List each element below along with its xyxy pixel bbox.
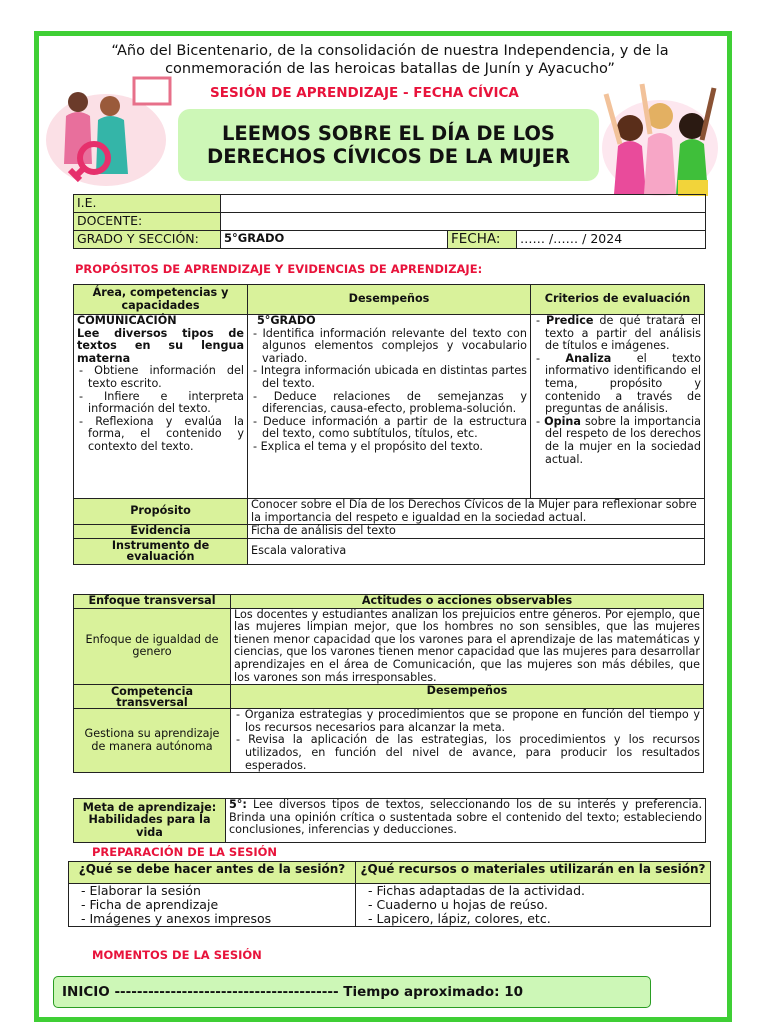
grado-label: GRADO Y SECCIÓN: (74, 231, 221, 249)
grado-value: 5°GRADO (221, 231, 448, 249)
resources-list (366, 884, 707, 926)
area-title: COMUNICACIÓN (77, 314, 177, 327)
enfoque-header: Enfoque transversal (74, 595, 231, 609)
enfoque-name: Enfoque de igualdad de genero (74, 608, 231, 685)
title-line-2: DERECHOS CÍVICOS DE LA MUJER (207, 145, 570, 168)
desempenos-trans-header: Desempeños (231, 685, 704, 709)
capacities-list (77, 365, 244, 453)
criterio-item: - Opina sobre la importancia del respeto de los derechos de la mujer en la sociedad actual. (534, 416, 701, 466)
cheering-women-illustration (598, 74, 720, 200)
competence: Lee diversos tipos de textos en su lengua materna (77, 326, 244, 365)
evidencia-value: Ficha de análisis del texto (248, 525, 705, 539)
preparacion-title: PREPARACIÓN DE LA SESIÓN (92, 845, 278, 859)
capacity-item: - Infiere e interpreta información del texto. (77, 391, 244, 416)
competencia-header: Competencia transversal (74, 685, 231, 709)
resource-item: - Fichas adaptadas de la actividad. (366, 884, 707, 898)
preparation-table (68, 861, 711, 927)
purposes-table (73, 284, 705, 565)
col-area-header: Área, competencias y capacidades (74, 285, 248, 315)
criterio-item: - Predice de qué tratará el texto a partir del análisis de títulos e imágenes. (534, 315, 701, 353)
docente-label: DOCENTE: (74, 213, 221, 231)
civic-year-quote: “Año del Bicentenario, de la consolidación de nuestra Independencia, y de la conmemoración de las heroicas batallas de Junín y Ayacucho” (111, 43, 669, 77)
session-title (178, 109, 599, 181)
desempenos-list (251, 328, 527, 454)
desempeno-item: - Explica el tema y el propósito del texto. (251, 441, 527, 454)
ie-label: I.E. (74, 195, 221, 213)
capacity-item: - Obtiene información del texto escrito. (77, 365, 244, 390)
women-illustration (44, 72, 174, 190)
teacher-info-table (73, 194, 706, 249)
title-line-1: LEEMOS SOBRE EL DÍA DE LOS (221, 122, 555, 145)
desempeno-item: - Integra información ubicada en distintas partes del texto. (251, 365, 527, 390)
criterio-item: - Analiza el texto informativo identificando el tema, propósito y contenido a través de preguntas de análisis. (534, 353, 701, 416)
col-desempenos-header: Desempeños (248, 285, 531, 315)
meta-label: Meta de aprendizaje: Habilidades para la vida (74, 799, 226, 843)
capacity-item: - Reflexiona y evalúa la forma, el contenido y contexto del texto. (77, 416, 244, 454)
fecha-label: FECHA: (448, 231, 517, 249)
evidencia-label: Evidencia (74, 525, 248, 539)
resource-item: - Cuaderno u hojas de reúso. (366, 898, 707, 912)
desempeno-item: - Identifica información relevante del texto con algunos elementos complejos y vocabulario variado. (251, 328, 527, 366)
before-item: - Elaborar la sesión (79, 884, 352, 898)
grade-label: 5°GRADO (257, 314, 316, 327)
fecha-value: …… /…… / 2024 (517, 231, 706, 249)
meta-table (73, 798, 706, 843)
desempeno-item: - Deduce relaciones de semejanzas y diferencias, causa-efecto, problema-solución. (251, 391, 527, 416)
before-item: - Ficha de aprendizaje (79, 898, 352, 912)
proposito-label: Propósito (74, 499, 248, 525)
competencia-items (234, 709, 700, 772)
transversal-table (73, 594, 704, 773)
proposito-value: Conocer sobre el Día de los Derechos Cívicos de la Mujer para reflexionar sobre la importancia del respeto e igualdad en la sociedad actual. (248, 499, 705, 525)
competencia-item: - Revisa la aplicación de las estrategias, los procedimientos y los recursos utilizados, en función del nivel de avance, para producir los resultados esperados. (234, 734, 700, 772)
enfoque-text: Los docentes y estudiantes analizan los prejuicios entre géneros. Por ejemplo, que las mujeres limpian mejor, que los hombres no son sensibles, que las mujeres tienen menor capacidad que los varones para el aprendizaje de las matemáticas y ciencias, que los varones tienen menor capacidad que las mujeres para desarrollar aprendizajes en el área de Comunicación, que las mujeres son más débiles, que los varones son más irresponsables. (231, 608, 704, 685)
competencia-name: Gestiona su aprendizaje de manera autónoma (74, 709, 231, 773)
inicio-bar: INICIO ---------------------------------------- Tiempo aproximado: 10 (53, 976, 651, 1008)
criterios-list (534, 315, 701, 466)
instrumento-value: Escala valorativa (248, 538, 705, 564)
before-list (79, 884, 352, 926)
instrumento-label: Instrumento de evaluación (74, 538, 248, 564)
docente-value[interactable] (221, 213, 706, 231)
resource-item: - Lapicero, lápiz, colores, etc. (366, 912, 707, 926)
before-question: ¿Qué se debe hacer antes de la sesión? (69, 862, 356, 884)
propositos-title: PROPÓSITOS DE APRENDIZAJE Y EVIDENCIAS DE APRENDIZAJE: (75, 262, 483, 276)
col-criterios-header: Criterios de evaluación (531, 285, 705, 315)
actitudes-header: Actitudes o acciones observables (231, 595, 704, 609)
competencia-item: - Organiza estrategias y procedimientos que se propone en función del tiempo y los recursos necesarios para alcanzar la meta. (234, 709, 700, 734)
momentos-title: MOMENTOS DE LA SESIÓN (92, 948, 262, 962)
session-label: SESIÓN DE APRENDIZAJE - FECHA CÍVICA (210, 85, 519, 101)
resources-question: ¿Qué recursos o materiales utilizarán en la sesión? (356, 862, 711, 884)
ie-value[interactable] (221, 195, 706, 213)
before-item: - Imágenes y anexos impresos (79, 912, 352, 926)
desempeno-item: - Deduce información a partir de la estructura del texto, como subtítulos, títulos, etc. (251, 416, 527, 441)
meta-text: 5°: Lee diversos tipos de textos, seleccionando los de su interés y preferencia. Brinda una opinión crítica o sustentada sobre el contenido del texto; estableciendo conclusiones, inferencias y deducciones. (226, 799, 706, 843)
